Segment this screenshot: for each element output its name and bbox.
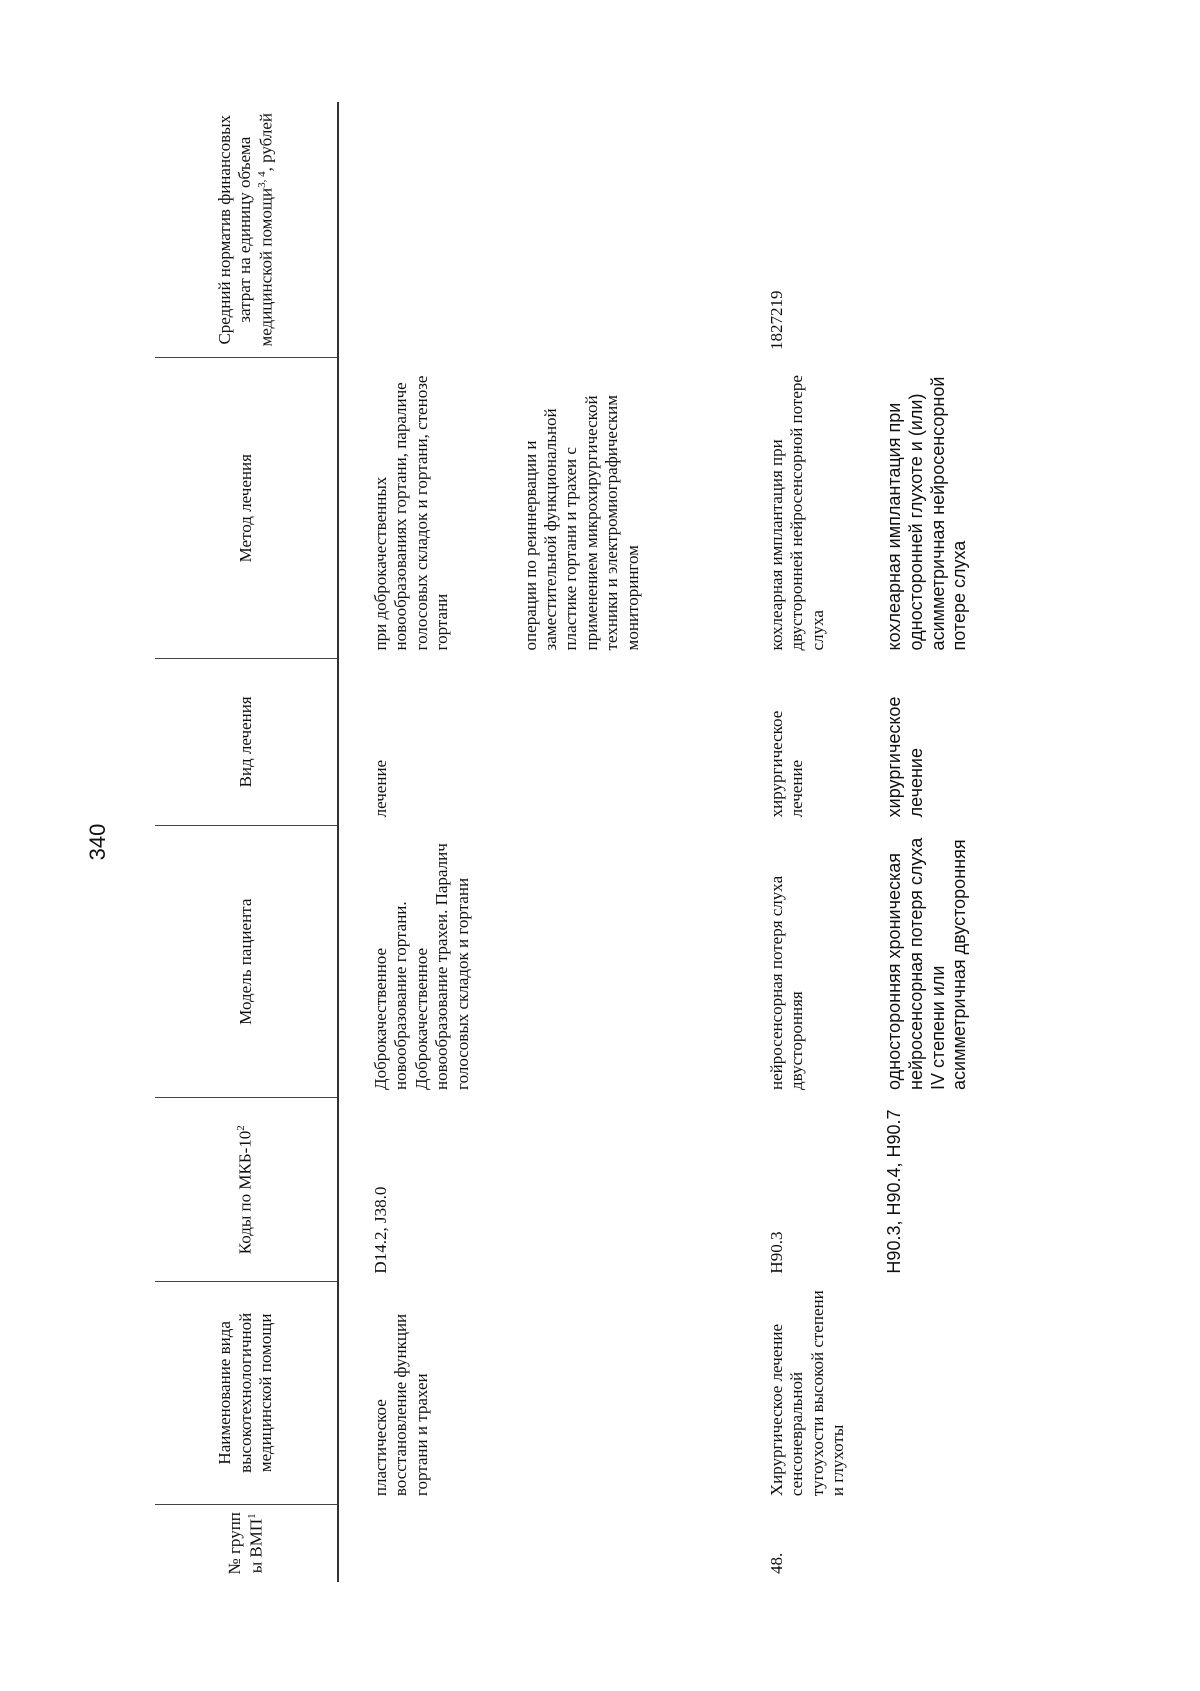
header-name: Наименование вида высокотехнологичной медицинской помощи (155, 1282, 338, 1505)
cell-codes: H90.3 (766, 1231, 786, 1274)
cell-num: 48. (766, 1552, 786, 1574)
cell-codes: D14.2, J38.0 (371, 1186, 390, 1274)
cell-name: Хирургическое лечение сенсоневральной тугоухости высокой степени и глухоты (766, 1290, 848, 1497)
header-type: Вид лечения (155, 658, 338, 825)
method-text-2: операции по реиннервации и заместительной функциональной пластике гортани и трахеи с применением микрохирургической техники и электромиографическим мониторингом (520, 395, 642, 651)
rotated-page (85, 102, 1105, 1582)
cell-type: хирургическое лечение (884, 696, 927, 818)
cell-num (880, 1504, 1010, 1582)
cell-model: нейросенсорная потеря слуха двусторонняя (766, 875, 807, 1090)
cell-name: пластическое восстановление функции гортани и трахеи (371, 1313, 431, 1497)
table-row (880, 102, 1010, 1582)
header-cost: Средний норматив финансовых затрат на единицу объема медицинской помощи$^{3, 4}$, рублей (155, 102, 338, 358)
cell-cost: 1827219 (766, 290, 786, 350)
table-row (367, 102, 763, 1582)
treatment-table (155, 102, 1011, 1582)
method-text: при доброкачественных новообразованиях гортани, параличе голосовых складок и гортани, стенозе гортани (371, 375, 452, 651)
cell-name (880, 1282, 1010, 1505)
cell-method: кохлеарная имплантация при односторонней глухоте и (или) асимметричная нейросенсорной потере слуха (884, 376, 970, 651)
cell-method: кохлеарная имплантация при двусторонней нейросенсорной потере слуха (766, 375, 827, 651)
cell-type: лечение (371, 759, 390, 818)
cell-num (367, 1504, 763, 1582)
cell-method (367, 358, 763, 658)
header-row (155, 102, 338, 1582)
cell-type: хирургическое лечение (766, 710, 807, 818)
cell-model: Доброкачественное новообразование гортани. Доброкачественное новообразование трахеи. Паралич голосовых складок и гортани (371, 843, 472, 1090)
cell-cost (880, 102, 1010, 358)
cell-model: односторонняя хроническая нейросенсорная потеря слуха IV степени или асимметричная двусторонняя (884, 837, 970, 1090)
cell-codes: H90.3, H90.4, H90.7 (884, 1109, 905, 1274)
page-number: 340 (85, 823, 110, 861)
header-num: № групп ы ВМП$^1$ (225, 1512, 266, 1575)
cell-cost (367, 102, 763, 358)
header-codes: Коды по МКБ-$10^2$ (155, 1098, 338, 1282)
table-row (763, 102, 853, 1582)
header-method: Метод лечения (155, 358, 338, 658)
header-model: Модель пациента (155, 825, 338, 1098)
